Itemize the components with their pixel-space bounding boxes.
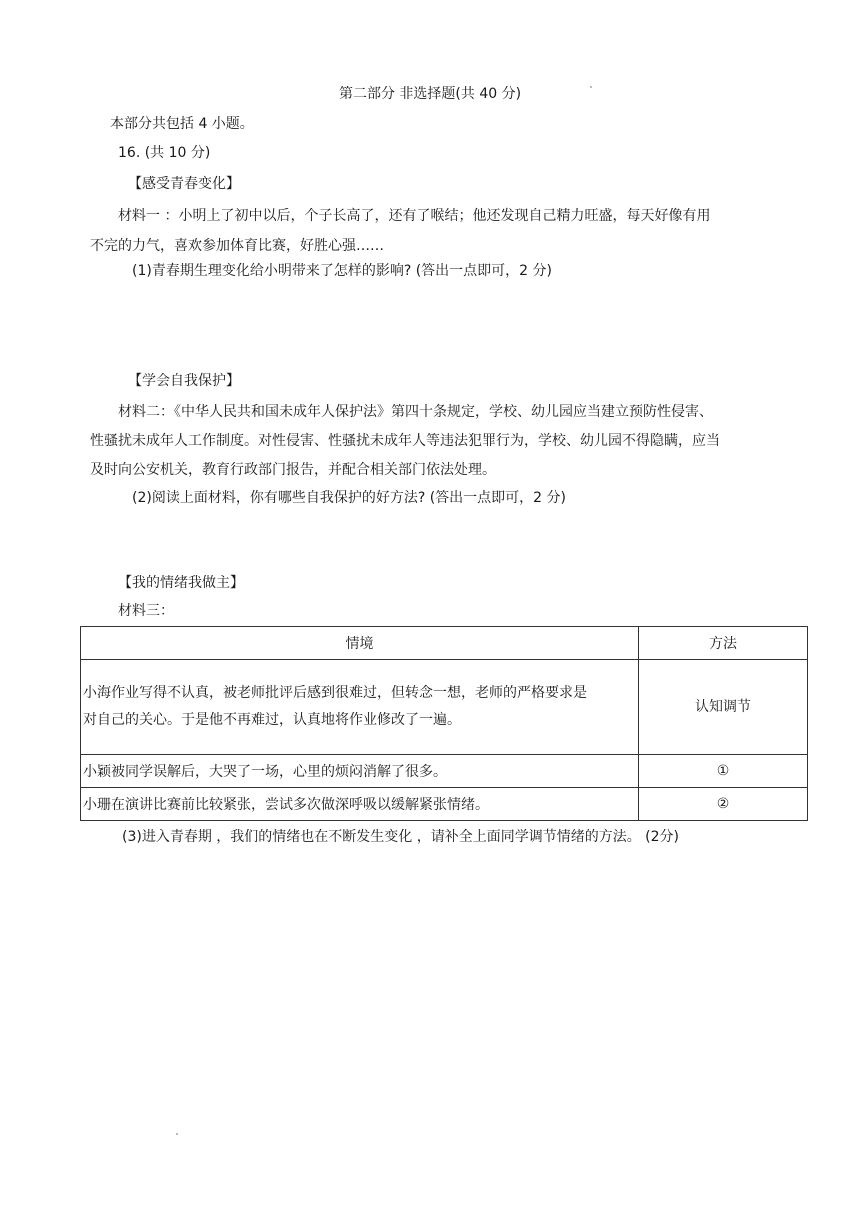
part1-heading: 【感受青春变化】 (128, 176, 240, 192)
material1-line2: 不完的力气，喜欢参加体育比赛，好胜心强…… (90, 238, 384, 254)
situation-cell: 小珊在演讲比赛前比较紧张，尝试多次做深呼吸以缓解紧张情绪。 (81, 788, 639, 821)
situation-cell: 小颖被同学误解后，大哭了一场，心里的烦闷消解了很多。 (81, 755, 639, 788)
header-situation: 情境 (81, 627, 639, 660)
situation-line: 小海作业写得不认真，被老师批评后感到很难过，但转念一想，老师的严格要求是 (83, 685, 587, 701)
scan-speck (176, 1133, 178, 1135)
question-2: (2)阅读上面材料，你有哪些自我保护的好方法? (答出一点即可，2 分) (132, 490, 566, 506)
question-3: (3)进入青春期 ，我们的情绪也在不断发生变化 ，请补全上面同学调节情绪的方法。 (2分) (122, 829, 680, 845)
situation-line: 对自己的关心。于是他不再难过，认真地将作业修改了一遍。 (83, 712, 461, 728)
material2-line2: 性骚扰未成年人工作制度。对性侵害、性骚扰未成年人等违法犯罪行为，学校、幼儿园不得隐瞒，应当 (90, 433, 720, 449)
material3-label: 材料三： (118, 603, 174, 619)
material2-line3: 及时向公安机关，教育行政部门报告，并配合相关部门依法处理。 (90, 462, 496, 478)
material1-line1: 材料一 ：小明上了初中以后，个子长高了，还有了喉结；他还发现自己精力旺盛，每天好像有用 (118, 208, 711, 224)
material2-line1: 材料二：《中华人民共和国未成年人保护法》第四十条规定，学校、幼儿园应当建立预防性侵害、 (118, 404, 713, 420)
part2-heading: 【学会自我保护】 (128, 373, 240, 389)
question-1: (1)青春期生理变化给小明带来了怎样的影响? (答出一点即可，2 分) (132, 263, 552, 279)
method-cell: ① (639, 755, 808, 788)
table-row (81, 755, 808, 788)
part3-heading: 【我的情绪我做主】 (118, 575, 244, 591)
material3-table (80, 626, 808, 821)
method-cell: ② (639, 788, 808, 821)
section-title: 第二部分 非选择题(共 40 分) (338, 86, 522, 102)
section-intro: 本部分共包括 4 小题。 (110, 116, 254, 132)
method-cell: 认知调节 (639, 660, 808, 755)
table-row (81, 660, 808, 755)
question-number: 16. (共 10 分) (118, 145, 211, 161)
table-header-row (81, 627, 808, 660)
header-method: 方法 (639, 627, 808, 660)
table-row (81, 788, 808, 821)
situation-cell (81, 660, 639, 755)
